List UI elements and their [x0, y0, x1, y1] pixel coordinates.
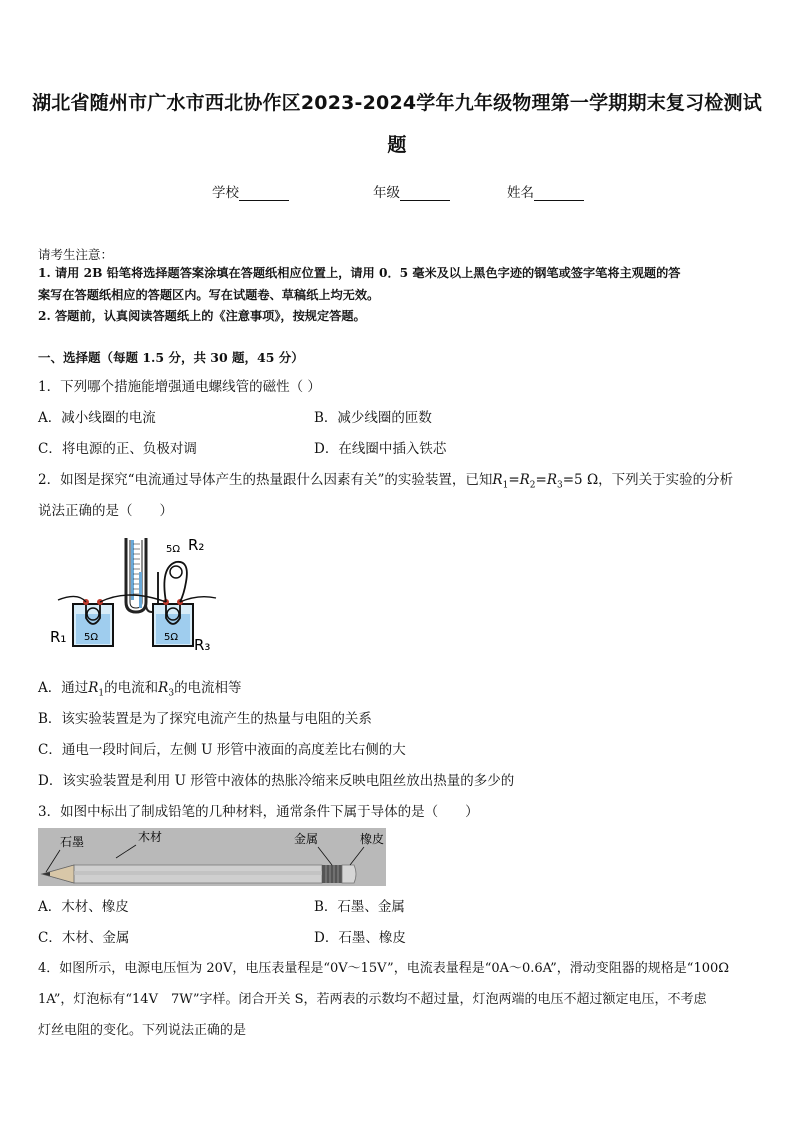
q2-stem-tail: =5 Ω，下列关于实验的分析 [562, 472, 734, 488]
q3-option-b: B．石墨、金属 [314, 899, 405, 915]
q2-stem-text: 2．如图是探究“电流通过导体产生的热量跟什么因素有关”的实验装置，已知 [38, 472, 493, 488]
pencil-figure [38, 828, 386, 886]
q1-option-a: A．减小线圈的电流 [38, 410, 156, 426]
top-ohm-label: 5Ω [166, 544, 181, 555]
q4-line1: 4．如图所示，电源电压恒为 20V，电压表量程是“0V～15V”，电流表量程是“0A～0.6A”，滑动变阻器的规格是“100Ω [38, 961, 730, 976]
school-field [212, 181, 289, 201]
label-metal: 金属 [294, 832, 319, 846]
grade-blank [400, 186, 450, 201]
q1-stem: 1．下列哪个措施能增强通电螺线管的磁性（ ） [38, 379, 321, 395]
name-label: 姓名 [507, 185, 534, 201]
q2-r1-sub: 1 [502, 480, 509, 491]
q3-option-d: D．石墨、橡皮 [314, 930, 406, 946]
label-wood: 木材 [138, 830, 163, 844]
q2-a-text2: 的电流和 [104, 680, 159, 696]
q2-option-a [38, 676, 242, 699]
q2-r2-sub: 2 [529, 480, 536, 491]
pencil-eraser [342, 865, 356, 883]
school-label: 学校 [212, 185, 239, 201]
label-rubber: 橡皮 [360, 832, 385, 846]
label-graphite: 石墨 [60, 835, 85, 849]
q2-a-r3: R [158, 680, 169, 696]
q2-r3-sub: 3 [557, 480, 563, 491]
q2-a-r1: R [88, 680, 99, 696]
left-ohm-label: 5Ω [84, 632, 99, 643]
q4-line2: 1A”，灯泡标有“14V 7W”字样。闭合开关 S，若两表的示数均不超过量，灯泡两端的电压不超过额定电压，不考虑 [38, 992, 707, 1007]
q2-r3: R [546, 472, 558, 488]
q2-a-text3: 的电流相等 [174, 680, 242, 696]
pencil-metal-band [322, 865, 342, 883]
name-field [507, 181, 584, 201]
q1-option-b: B．减少线圈的匝数 [314, 410, 432, 426]
joule-heating-figure [48, 532, 228, 657]
notice-item1-line2: 案写在答题纸相应的答题区内。写在试题卷、草稿纸上均无效。 [38, 288, 380, 302]
q2-a-text1: A．通过 [38, 680, 89, 696]
q2-stem-line2: 说法正确的是（ ） [38, 503, 173, 519]
left-container [73, 599, 113, 646]
notice-item1-line1: 1. 请用 2B 铅笔将选择题答案涂填在答题纸相应位置上，请用 0．5 毫米及以上黑色字迹的钢笔或签字笔将主观题的答 [38, 266, 681, 280]
u-tube-left [126, 538, 146, 612]
q2-eq2: = [535, 472, 547, 488]
page-title-line2: 题 [387, 134, 407, 156]
q2-r2: R [519, 472, 530, 488]
grade-label: 年级 [373, 185, 400, 201]
section-heading: 一、选择题（每题 1.5 分，共 30 题，45 分） [38, 350, 304, 365]
q3-option-c: C．木材、金属 [38, 930, 130, 946]
circuit-wires [58, 595, 216, 602]
q2-stem-line1 [38, 468, 733, 491]
q1-option-c: C．将电源的正、负极对调 [38, 441, 197, 457]
name-blank [534, 186, 584, 201]
label-r3: R₃ [194, 636, 211, 654]
q2-option-b: B．该实验装置是为了探究电流产生的热量与电阻的关系 [38, 711, 372, 727]
q2-a-r1-sub: 1 [98, 688, 105, 699]
q2-option-d: D．该实验装置是利用 U 形管中液体的热胀冷缩来反映电阻丝放出热量的多少的 [38, 773, 515, 789]
q1-option-d: D．在线圈中插入铁芯 [314, 441, 447, 457]
right-ohm-label: 5Ω [164, 632, 179, 643]
q2-r1: R [492, 472, 503, 488]
notice-item2: 2. 答题前，认真阅读答题纸上的《注意事项》，按规定答题。 [38, 309, 366, 323]
school-blank [239, 186, 289, 201]
outside-resistor-r2 [164, 544, 187, 602]
q2-a-r3-sub: 3 [168, 688, 175, 699]
grade-field [373, 181, 450, 201]
q3-stem: 3．如图中标出了制成铅笔的几种材料，通常条件下属于导体的是（ ） [38, 804, 479, 820]
label-r1: R₁ [50, 628, 67, 646]
right-container [153, 599, 193, 646]
q2-eq1: = [508, 472, 520, 488]
notice-heading: 请考生注意： [38, 247, 114, 262]
q2-option-c: C．通电一段时间后，左侧 U 形管中液面的高度差比右侧的大 [38, 742, 406, 758]
label-r2: R₂ [188, 536, 205, 554]
page-title-line1: 湖北省随州市广水市西北协作区2023-2024学年九年级物理第一学期期末复习检测试 [32, 92, 762, 114]
q4-line3: 灯丝电阻的变化。下列说法正确的是 [38, 1023, 247, 1038]
q3-option-a: A．木材、橡皮 [38, 899, 129, 915]
